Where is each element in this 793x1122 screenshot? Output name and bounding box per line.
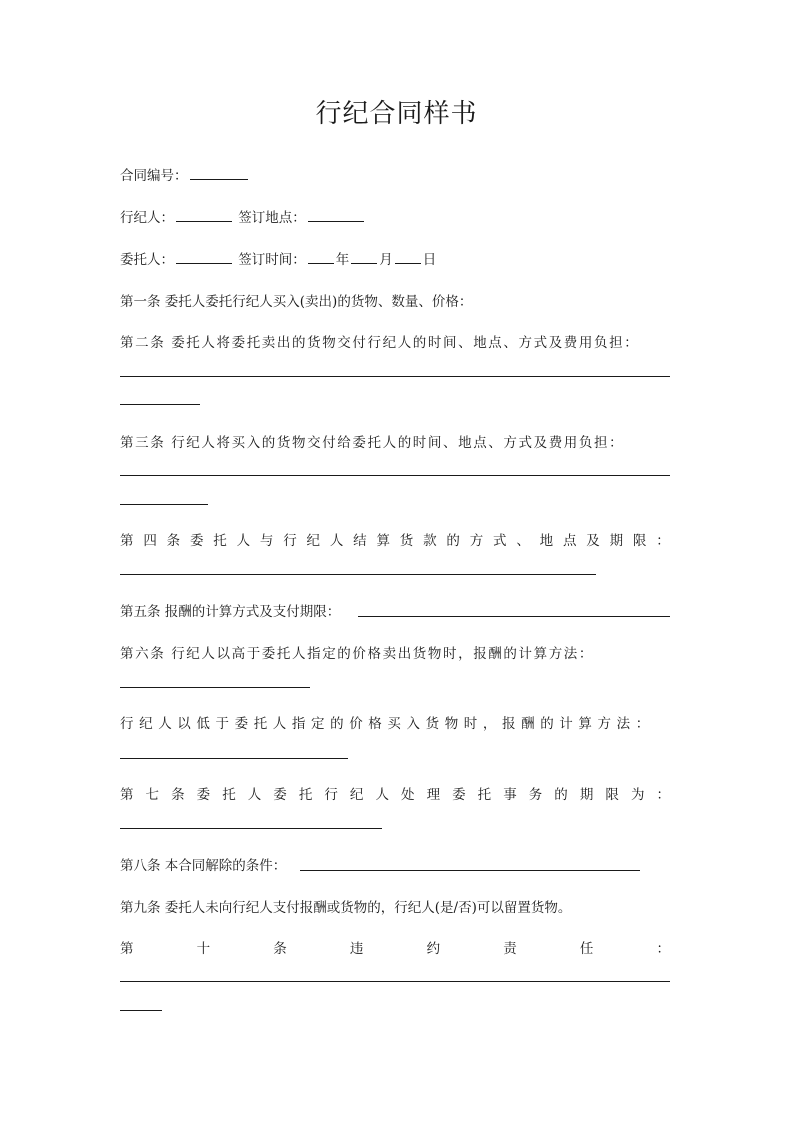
- article-7-char: 七: [145, 787, 160, 803]
- sign-place-label: 签订地点：: [238, 210, 306, 226]
- article-1: 第一条 委托人委托行纪人买入(卖出)的货物、数量、价格：: [120, 294, 473, 310]
- article-7-char: 委: [452, 787, 466, 803]
- article-10-char: ：: [656, 941, 670, 957]
- article-4-char: 托: [213, 533, 227, 549]
- article-10-char: 条: [273, 941, 287, 957]
- article-7-char: 托: [477, 787, 492, 803]
- article-7-char: 处: [401, 787, 415, 803]
- article-4-char: 期: [609, 533, 624, 549]
- article-5-blank-line[interactable]: [358, 616, 670, 617]
- article-4-char: 四: [143, 533, 157, 549]
- article-10-char: 责: [503, 941, 517, 957]
- article-10-char: 约: [426, 941, 441, 957]
- article-4-blank-line[interactable]: [120, 574, 596, 575]
- principal-blank[interactable]: [176, 250, 232, 264]
- article-6-blank-line[interactable]: [120, 687, 310, 688]
- article-3-blank-line-1[interactable]: [120, 475, 670, 476]
- document-title: 行纪合同样书: [315, 99, 478, 129]
- article-7-char: 人: [375, 787, 389, 803]
- article-10-char: 任: [579, 941, 594, 957]
- article-4-char: 算: [376, 533, 390, 549]
- article-4-char: 款: [423, 533, 437, 549]
- article-7-char: 纪: [349, 787, 364, 803]
- article-10: [120, 939, 670, 959]
- day-blank[interactable]: [395, 250, 421, 264]
- sign-time-label: 签订时间：: [238, 252, 306, 268]
- article-7-char: 第: [120, 787, 134, 803]
- article-4-char: 及: [586, 533, 600, 549]
- article-4-char: 式: [493, 533, 507, 549]
- article-4-char: 、: [516, 533, 530, 549]
- article-7-char: 为: [630, 787, 645, 803]
- year-blank[interactable]: [308, 250, 334, 264]
- article-4-char: 与: [259, 533, 274, 549]
- article-7-char: 行: [324, 787, 338, 803]
- day-label: 日: [422, 252, 437, 268]
- principal-label: 委托人：: [120, 252, 174, 268]
- agent-blank[interactable]: [176, 208, 232, 222]
- article-4-char: 限: [632, 533, 647, 549]
- article-4-char: 条: [166, 533, 181, 549]
- article-4-char: 纪: [306, 533, 320, 549]
- article-6: 第六条 行纪人以高于委托人指定的价格卖出货物时，报酬的计算方法：: [120, 646, 594, 662]
- year-label: 年: [335, 252, 350, 268]
- article-7-char: 条: [171, 787, 185, 803]
- article-4-char: 人: [329, 533, 344, 549]
- article-4-char: 点: [562, 533, 577, 549]
- article-2-blank-line-2[interactable]: [120, 404, 200, 405]
- article-6-second: 行纪人以低于委托人指定的价格买入货物时，报酬的计算方法：: [120, 716, 655, 732]
- article-4-char: 货: [399, 533, 414, 549]
- article-5: 第五条 报酬的计算方式及支付期限：: [120, 604, 341, 620]
- article-5-line: [120, 602, 340, 622]
- article-7-char: 理: [426, 787, 441, 803]
- article-10-char: 十: [196, 941, 211, 957]
- article-4-char: 人: [236, 533, 251, 549]
- article-7-char: 委: [273, 787, 287, 803]
- article-7-char: 的: [554, 787, 568, 803]
- article-7-char: 务: [528, 787, 543, 803]
- article-9: 第九条 委托人未向行纪人支付报酬或货物的，行纪人(是/否)可以留置货物。: [120, 900, 572, 916]
- article-3-blank-line-2[interactable]: [120, 504, 208, 505]
- article-4-char: ：: [656, 533, 670, 549]
- sign-place-blank[interactable]: [308, 208, 364, 222]
- contract-number-blank[interactable]: [190, 166, 248, 180]
- article-4-char: 结: [353, 533, 367, 549]
- article-10-char: 第: [120, 941, 134, 957]
- article-3: 第三条 行纪人将买入的货物交付给委托人的时间、地点、方式及费用负担：: [120, 435, 625, 451]
- agent-label: 行纪人：: [120, 210, 174, 226]
- month-label: 月: [379, 252, 393, 268]
- article-6-second-blank-line[interactable]: [120, 758, 348, 759]
- article-10-blank-line-1[interactable]: [120, 981, 670, 982]
- article-4: [120, 531, 670, 551]
- article-2: 第二条 委托人将委托卖出的货物交付行纪人的时间、地点、方式及费用负担：: [120, 335, 640, 351]
- article-7-char: ：: [656, 787, 670, 803]
- article-7-char: 限: [605, 787, 619, 803]
- month-blank[interactable]: [351, 250, 377, 264]
- contract-number-label: 合同编号：: [120, 168, 188, 184]
- principal-line: [120, 250, 436, 270]
- contract-number-line: [120, 166, 250, 186]
- article-8-blank-line[interactable]: [300, 870, 640, 871]
- article-7-char: 期: [579, 787, 594, 803]
- article-4-char: 委: [189, 533, 204, 549]
- article-7-blank-line[interactable]: [120, 828, 382, 829]
- article-7-char: 事: [503, 787, 517, 803]
- article-7: [120, 785, 670, 805]
- article-8: 第八条 本合同解除的条件：: [120, 858, 287, 874]
- article-10-blank-line-2[interactable]: [120, 1010, 162, 1011]
- article-4-char: 的: [446, 533, 460, 549]
- article-4-char: 第: [120, 533, 134, 549]
- article-7-char: 委: [196, 787, 211, 803]
- article-7-char: 托: [298, 787, 313, 803]
- article-7-char: 托: [222, 787, 236, 803]
- article-4-char: 方: [469, 533, 484, 549]
- article-7-char: 人: [247, 787, 262, 803]
- agent-line: [120, 208, 366, 228]
- article-10-char: 违: [349, 941, 364, 957]
- article-4-char: 行: [283, 533, 297, 549]
- article-2-blank-line-1[interactable]: [120, 376, 670, 377]
- article-8-line: [120, 856, 286, 876]
- article-4-char: 地: [539, 533, 554, 549]
